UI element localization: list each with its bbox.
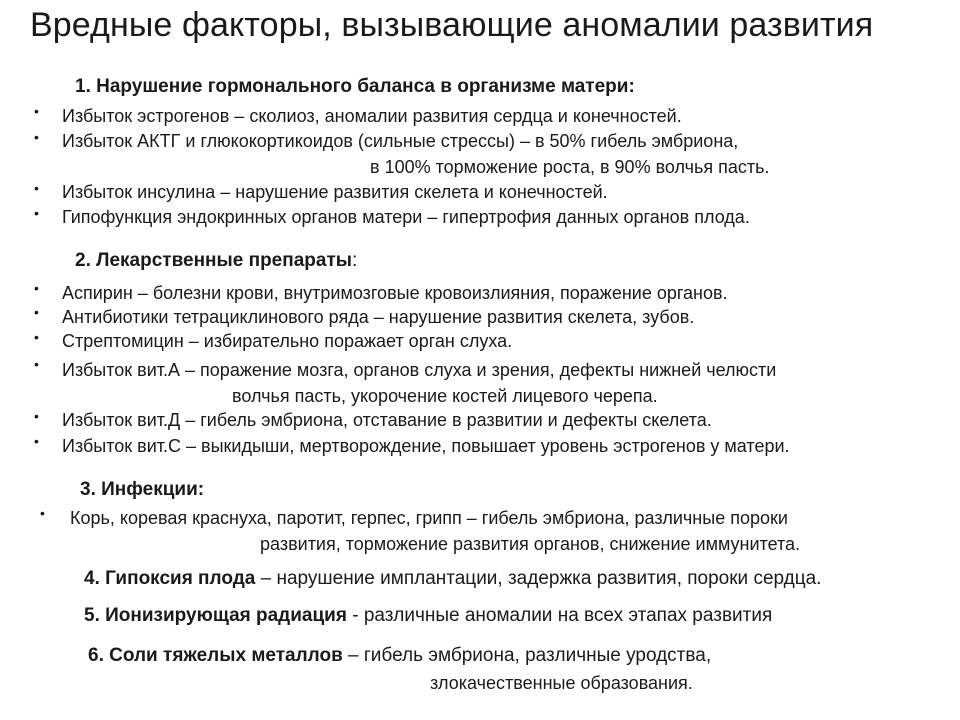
section-6-cont: злокачественные образования. [430, 673, 693, 693]
section-2-item-6: Избыток вит.С – выкидыши, мертворождение, повышает уровень эстрогенов у матери. [62, 436, 790, 456]
bullet-icon: • [34, 205, 39, 221]
section-3-item-1: Корь, коревая краснуха, паротит, герпес, грипп – гибель эмбриона, различные пороки [70, 508, 788, 528]
bullet-icon: • [34, 180, 39, 196]
bullet-icon: • [34, 280, 39, 296]
bullet-icon: • [34, 129, 39, 145]
bullet-icon: • [34, 103, 39, 119]
bullet-icon: • [34, 304, 39, 320]
page-title: Вредные факторы, вызывающие аномалии развития [30, 6, 874, 44]
section-2-item-1: Аспирин – болезни крови, внутримозговые кровоизлияния, поражение органов. [62, 283, 728, 303]
section-1-item-3: Избыток инсулина – нарушение развития скелета и конечностей. [62, 182, 608, 202]
section-2-item-4-cont: волчья пасть, укорочение костей лицевого черепа. [232, 386, 658, 406]
section-4-heading: 4. Гипоксия плода – нарушение имплантации, задержка развития, пороки сердца. [84, 568, 822, 589]
section-2-item-4: Избыток вит.А – поражение мозга, органов слуха и зрения, дефекты нижней челюсти [62, 360, 777, 380]
section-1-item-1: Избыток эстрогенов – сколиоз, аномалии развития сердца и конечностей. [62, 106, 682, 126]
section-1-item-2: Избыток АКТГ и глюкокортикоидов (сильные стрессы) – в 50% гибель эмбриона, [62, 131, 739, 151]
section-1-item-4: Гипофункция эндокринных органов матери – гипертрофия данных органов плода. [62, 207, 750, 227]
section-2-heading: 2. Лекарственные препараты: [75, 250, 358, 271]
section-2-item-2: Антибиотики тетрациклинового ряда – нарушение развития скелета, зубов. [62, 307, 695, 327]
bullet-icon: • [34, 356, 39, 372]
section-1-item-2-cont: в 100% торможение роста, в 90% волчья пасть. [370, 157, 770, 177]
section-3-heading: 3. Инфекции: [80, 479, 205, 500]
bullet-icon: • [34, 408, 39, 424]
bullet-icon: • [34, 433, 39, 449]
section-2-item-5: Избыток вит.Д – гибель эмбриона, отставание в развитии и дефекты скелета. [62, 410, 712, 430]
bullet-icon: • [34, 329, 39, 345]
section-2-item-3: Стрептомицин – избирательно поражает орган слуха. [62, 331, 513, 351]
section-5-heading: 5. Ионизирующая радиация - различные аномалии на всех этапах развития [84, 605, 773, 626]
section-1-heading: 1. Нарушение гормонального баланса в организме матери: [75, 76, 635, 97]
bullet-icon: • [40, 505, 45, 521]
section-6-heading: 6. Соли тяжелых металлов – гибель эмбриона, различные уродства, [88, 645, 712, 666]
section-3-item-1-cont: развития, торможение развития органов, снижение иммунитета. [260, 534, 801, 554]
